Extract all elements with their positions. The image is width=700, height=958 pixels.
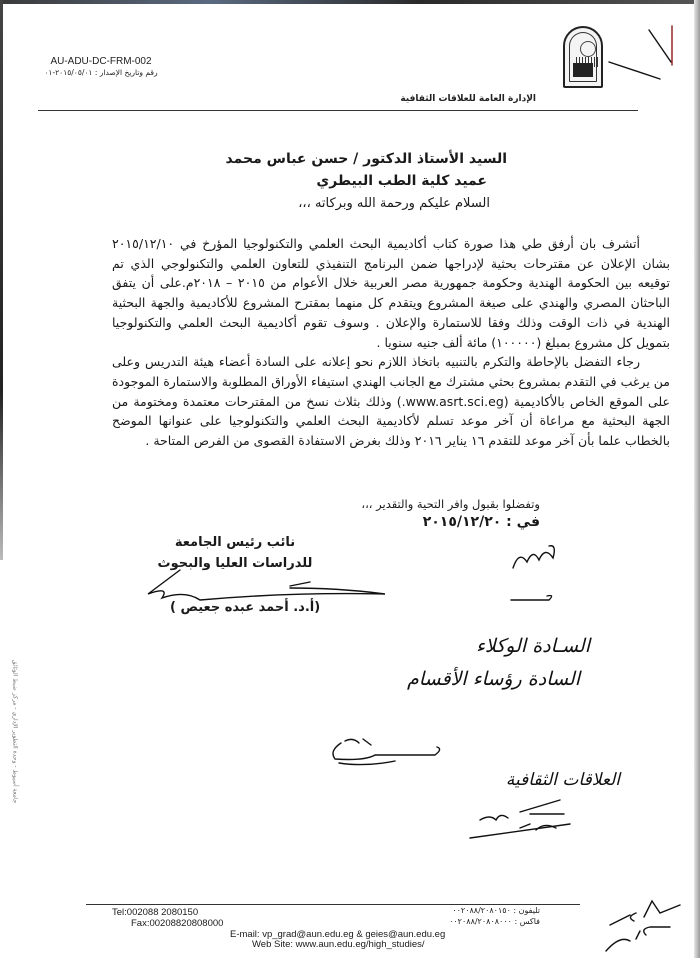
stamp-text: جامعة أسيوط - وحدة التطوير الإداري - مركز ضبط الوثائق <box>11 659 19 804</box>
university-logo-icon <box>563 26 603 88</box>
addressee-block <box>226 148 507 192</box>
footer-tel-arabic: تليفون : ٠٠٢٠٨٨/٢٠٨٠١٥٠ <box>452 906 540 915</box>
addressee-name: السيد الأستاذ الدكتور / حسن عباس محمد <box>225 151 507 167</box>
footer-website: Web Site: www.aun.edu.eg/high_studies/ <box>252 939 425 950</box>
logo-sun-icon <box>580 41 596 57</box>
logo-frame <box>569 32 597 82</box>
department-name: الإدارة العامة للعلاقات الثقافية <box>400 94 536 104</box>
scan-edge-right <box>694 0 700 958</box>
handwritten-note-cultural-relations: العلاقات الثقافية <box>505 770 620 790</box>
body-paragraph-2: رجاء التفضل بالإحاطة والتكرم بالتنبيه باتخاذ اللازم نحو إعلانه على السادة أعضاء هيئة التدريس وعلى من يرغب في التقدم بمشروع بحثي مشترك مع الجانب الهندي استيفاء الأوراق المطلوبة والاستمارة الموجودة على الموقع الخاص بالأكاديمية (www.asrt.sci.eg.) وذلك بثلاث نسخ من المقترحات معتمدة ومختومة من الجهة البحثية مع مراعاة أن آخر موعد تسلم لأكاديمية البحث العلمي والتكنولوجيا على عنوانها الموضح بالخطاب علما بأن آخر موعد للتقدم ١٦ يناير ٢٠١٦ وذلك بغرض الاستفادة القصوى من الفرص المتاحة . <box>112 354 670 449</box>
logo-wordmark <box>573 63 593 77</box>
scan-edge-top <box>0 0 700 4</box>
checkmark-scribble-icon <box>605 20 695 80</box>
footer-fax-arabic: فاكس : ٠٠٢٠٨٨/٢٠٨٠٨٠٠٠ <box>449 917 540 926</box>
signer-name: (أ.د. أحمد عبده جعيص ) <box>170 600 321 615</box>
form-code: AU-ADU-DC-FRM-002 <box>50 56 152 67</box>
issue-date-label: رقم وتاريخ الإصدار : ٢٠١٥/٠٥/٠١-٠١ <box>44 68 158 77</box>
signer-title-line1: نائب رئيس الجامعة <box>174 535 296 550</box>
handwritten-note-deputies: السـادة الوكلاء <box>475 635 590 657</box>
header-divider <box>38 110 638 111</box>
initials-scribble-icon <box>505 540 565 610</box>
handwritten-note-heads: السادة رؤساء الأقسام <box>407 668 580 690</box>
footer-tel: Tel:002088 2080150 <box>112 907 199 918</box>
footer-divider <box>86 904 580 905</box>
handwritten-date-scribble-icon <box>325 735 455 770</box>
corner-number-scribble-icon <box>600 895 690 955</box>
signer-title-line2: للدراسات العليا والبحوث <box>157 556 313 571</box>
closing-line: وتفضلوا بقبول وافر التحية والتقدير ،،، <box>361 497 540 511</box>
footer-fax: Fax:00208820808000 <box>131 918 224 929</box>
footer-email: E-mail: vp_grad@aun.edu.eg & geies@aun.edu.eg <box>230 929 446 940</box>
greeting: السلام عليكم ورحمة الله وبركاته ،،، <box>298 196 490 211</box>
letter-body <box>112 234 670 451</box>
addressee-title: عميد كلية الطب البيطري <box>316 173 487 189</box>
body-paragraph-1: أتشرف بان أرفق طي هذا صورة كتاب أكاديمية البحث العلمي والتكنولوجيا المؤرخ في ٢٠١٥/١٢/١٠ بشان الإعلان عن مقترحات بحثية لإدراجها ضمن البرنامج التنفيذي للتعاون العلمي والتكنولوجي الذي تم توقيعه بين الحكومة الهندية وحكومة جمهورية مصر العربية خلال الأعوام من ٢٠١٥ – ٢٠١٨م.على أن يتفق الباحثان المصري والهندي على صيغة المشروع ويتقدم كل منهما بمقترح المشروع للأكاديمية والجهة البحثية الهندية في ذات الوقت وذلك وفقا للاستمارة والإعلان . وسوف تقوم أكاديمية البحث العلمي والتكنولوجيا بتمويل كل مشروع بمبلغ (١٠٠٠٠٠) مائة ألف جنيه سنويا . <box>112 236 670 350</box>
handwritten-date-2-scribble-icon <box>460 790 580 840</box>
letter-date: في : ٢٠١٥/١٢/٢٠ <box>422 514 540 530</box>
vertical-document-stamp <box>8 620 22 850</box>
scan-edge-left <box>0 0 3 560</box>
form-code-block <box>36 56 166 77</box>
